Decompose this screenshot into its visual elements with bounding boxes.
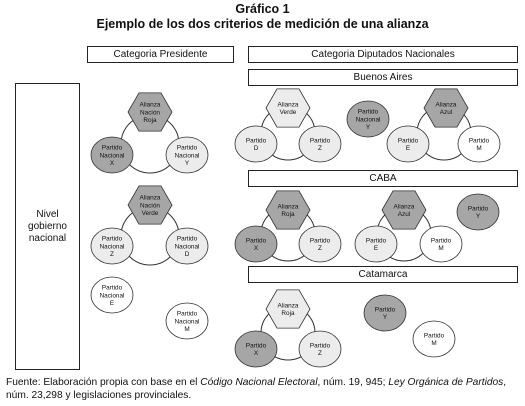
node-label: E	[373, 245, 379, 253]
node-caba-partido-z	[299, 226, 341, 262]
figure-title: Gráfico 1	[235, 2, 290, 16]
node-caba-partido-e	[355, 226, 397, 262]
node-label: D	[184, 250, 190, 258]
footer-code-name: Código Nacional Electoral	[200, 377, 318, 388]
node-ba-partido-d	[235, 126, 277, 162]
node-label: Partido	[309, 237, 331, 245]
node-label: Azul	[439, 109, 453, 117]
source-footer	[6, 376, 521, 402]
node-cat-alianza-roja	[266, 290, 310, 328]
node-label: Partido	[397, 137, 419, 145]
header-label: Categoria Presidente	[113, 49, 208, 60]
node-label: Nacional	[174, 243, 200, 251]
node-label: Partido	[176, 144, 198, 152]
node-label: Alianza	[435, 101, 457, 109]
node-label: Nacional	[99, 152, 125, 160]
node-cat-partido-y	[364, 295, 406, 331]
node-label: Y	[475, 213, 481, 221]
node-caba-alianza-roja	[266, 191, 310, 229]
node-cat-partido-m	[413, 321, 455, 357]
node-label: Alianza	[277, 101, 299, 109]
node-label: Azul	[397, 211, 411, 219]
node-ba-partido-m	[458, 126, 500, 162]
node-label: E	[109, 299, 115, 307]
node-label: Partido	[430, 237, 452, 245]
node-pres-alianza-verde	[128, 186, 172, 224]
node-label: Partido	[101, 235, 123, 243]
node-caba-partido-y	[457, 194, 499, 230]
node-pres-partido-d	[166, 228, 208, 264]
node-label: Z	[318, 245, 322, 253]
node-label: Alianza	[393, 203, 415, 211]
footer-law-name: Ley Orgánica de Partidos	[388, 377, 504, 388]
node-label: Z	[318, 145, 322, 153]
node-label: Partido	[245, 137, 267, 145]
node-label: Y	[365, 123, 371, 131]
node-label: X	[109, 159, 115, 167]
node-label: Nacional	[99, 243, 125, 251]
header-label: CABA	[369, 173, 397, 184]
nodes-layer	[91, 89, 500, 367]
node-label: Roja	[143, 116, 157, 124]
node-pres-partido-z	[91, 228, 133, 264]
node-label: Alianza	[277, 203, 299, 211]
node-label: M	[184, 325, 190, 333]
node-label: Partido	[176, 235, 198, 243]
footer-prefix: Fuente: Elaboración propia con base en el	[6, 377, 201, 388]
node-ba-alianza-azul	[424, 89, 468, 127]
node-label: D	[253, 145, 259, 153]
node-label: Nacional	[99, 292, 125, 300]
node-label: Roja	[281, 310, 295, 318]
node-label: Roja	[281, 211, 295, 219]
node-label: Partido	[245, 342, 267, 350]
nivel-line: Nivel	[36, 208, 59, 220]
node-pres-partido-y	[166, 137, 208, 173]
node-ba-partido-e	[387, 126, 429, 162]
node-label: Partido	[365, 237, 387, 245]
node-label: Y	[184, 159, 190, 167]
footer-suffix: , núm. 23,298 y legislaciones provinciales.	[6, 377, 507, 401]
node-label: Z	[110, 250, 114, 258]
node-cat-partido-x	[235, 331, 277, 367]
node-label: Alianza	[139, 101, 161, 109]
node-pres-partido-x	[91, 137, 133, 173]
node-label: M	[438, 245, 444, 253]
header-label: Catamarca	[358, 269, 408, 280]
node-label: M	[431, 340, 437, 348]
node-label: Partido	[468, 137, 490, 145]
node-label: Nacional	[174, 318, 200, 326]
node-label: Verde	[279, 109, 297, 117]
header-label: Buenos Aires	[353, 72, 413, 83]
nivel-line: nacional	[28, 232, 67, 244]
figure-subtitle: Ejemplo de los dos criterios de medición de una alianza	[96, 17, 429, 31]
node-label: Partido	[423, 332, 445, 340]
node-label: Nación	[140, 109, 160, 117]
node-cat-partido-z	[299, 331, 341, 367]
node-label: X	[253, 350, 259, 358]
node-caba-alianza-azul	[382, 191, 426, 229]
node-ba-partido-z	[299, 126, 341, 162]
node-label: Partido	[101, 144, 123, 152]
footer-middle: , núm. 19, 945;	[317, 377, 389, 388]
node-label: M	[476, 145, 482, 153]
node-label: Alianza	[139, 194, 161, 202]
node-label: Partido	[176, 310, 198, 318]
node-label: Verde	[141, 209, 159, 217]
node-label: Z	[318, 350, 322, 358]
header-label: Categoria Diputados Nacionales	[311, 49, 455, 60]
node-ba-partido-nacional-y	[347, 101, 389, 137]
node-label: Y	[382, 314, 388, 322]
node-ba-alianza-verde	[266, 89, 310, 127]
node-pres-partido-e	[91, 277, 133, 313]
node-label: Alianza	[277, 302, 299, 310]
node-label: E	[405, 145, 411, 153]
node-pres-alianza-roja	[128, 93, 172, 131]
node-label: Partido	[374, 306, 396, 314]
nivel-line: gobierno	[28, 220, 67, 232]
node-label: Nacional	[355, 116, 381, 124]
node-caba-partido-m	[420, 226, 462, 262]
node-caba-partido-x	[235, 226, 277, 262]
node-pres-partido-m	[166, 303, 208, 339]
node-label: Partido	[245, 237, 267, 245]
node-label: Partido	[309, 137, 331, 145]
node-label: Partido	[101, 284, 123, 292]
node-label: Partido	[309, 342, 331, 350]
node-label: Nación	[140, 202, 160, 210]
node-label: X	[253, 245, 259, 253]
node-label: Partido	[357, 108, 379, 116]
node-label: Nacional	[174, 152, 200, 160]
node-label: Partido	[467, 205, 489, 213]
